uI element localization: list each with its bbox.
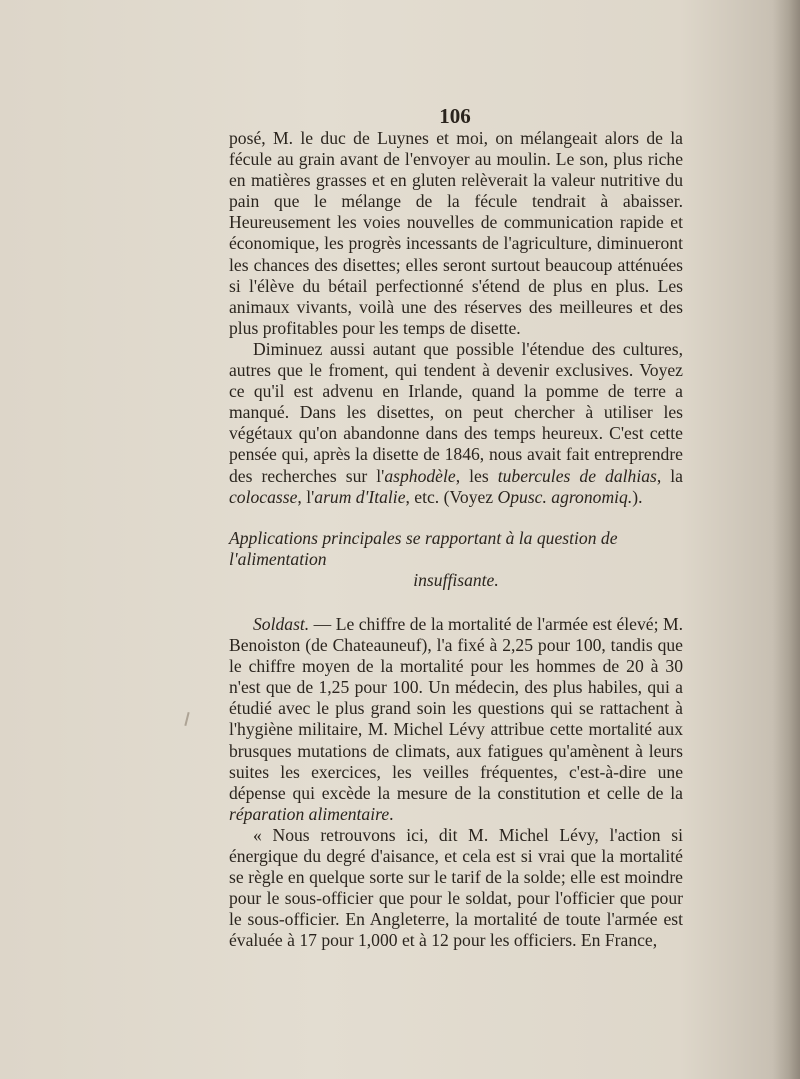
page-edge-shadow (772, 0, 800, 1079)
term-reparation: réparation alimentaire (229, 803, 390, 824)
paragraph-2-part-2: , les (455, 465, 498, 486)
body-text (229, 128, 683, 951)
paragraph-4: « Nous retrouvons ici, dit M. Michel Lévy, l'action si énergique du degré d'aisance, et cela est si vrai que la mortalité se règle en quelque sorte sur le tarif de la solde; elle est moindre pour le sous-officier que pour le soldat, pour l'officier que pour le sous-officier. En Angleterre, la mortalité de toute l'armée est évaluée à 17 pour 1,000 et à 12 pour les officiers. En France, (229, 824, 683, 951)
term-colocasse: colocasse (229, 486, 298, 507)
paragraph-3-end: . (389, 803, 394, 824)
paragraph-1: posé, M. le duc de Luynes et moi, on mélangeait alors de la fécule au grain avant de l'envoyer au moulin. Le son, plus riche en matières grasses et en gluten relèverait la valeur nutritive du pain que le mélange de la fécule tendrait à abaisser. Heureusement les voies nouvelles de communication rapide et économique, les progrès incessants de l'agriculture, diminueront les chances des disettes; elles seront surtout beaucoup atténuées si l'élève du bétail perfectionné s'étend de plus en plus. Les animaux vivants, voilà une des réserves des meilleures et des plus profitables pour les temps de disette. (229, 128, 683, 338)
paragraph-3-lead: Soldast. (253, 613, 310, 634)
term-arum: arum d'Italie (314, 486, 406, 507)
paragraph-2-part-6: ). (632, 486, 643, 507)
paragraph-2-part-5: , etc. (Voyez (405, 486, 498, 507)
paragraph-2-part-4: , l' (297, 486, 315, 507)
term-tubercules: tubercules de dalhias (497, 465, 657, 486)
page-number: 106 (439, 104, 471, 128)
term-asphodele: asphodèle (384, 465, 456, 486)
paragraph-2-part-1: Diminuez aussi autant que possible l'étendue des cultures, autres que le froment, qui tendent à devenir exclusives. Voyez ce qu'il est advenu en Irlande, quand la pomme de terre a manqué. Dans les disettes, on peut chercher à utiliser les végétaux qu'on abandonne dans des temps heureux. C'est cette pensée qui, après la disette de 1846, nous avait fait entreprendre des recherches sur l' (229, 338, 683, 486)
paragraph-2 (229, 339, 683, 508)
section-heading-line-2: insuffisante. (413, 569, 499, 590)
paragraph-3-text: — Le chiffre de la mortalité de l'armée est élevé; M. Benoiston (de Chateauneuf), l'a fixé à 2,25 pour 100, tandis que le chiffre moyen de la mortalité pour les hommes de 20 à 30 n'est que de 1,25 pour 100. Un médecin, des plus habiles, qui a étudié avec le plus grand soin les questions qui se rattachent à l'hygiène militaire, M. Michel Lévy attribue cette mortalité aux brusques mutations de climats, aux fatigues qu'amènent à leurs suites les exercices, les veilles fréquentes, c'est-à-dire une dépense qui excède la mesure de la constitution et celle de la (229, 613, 683, 803)
paragraph-3 (229, 614, 683, 825)
paragraph-2-part-3: , la (656, 465, 683, 486)
section-heading (229, 528, 683, 591)
term-opusc: Opusc. agronomiq. (497, 486, 633, 507)
section-heading-line-1: Applications principales se rapportant à la question de l'alimentation (229, 527, 618, 569)
stray-ink-mark (184, 712, 189, 726)
